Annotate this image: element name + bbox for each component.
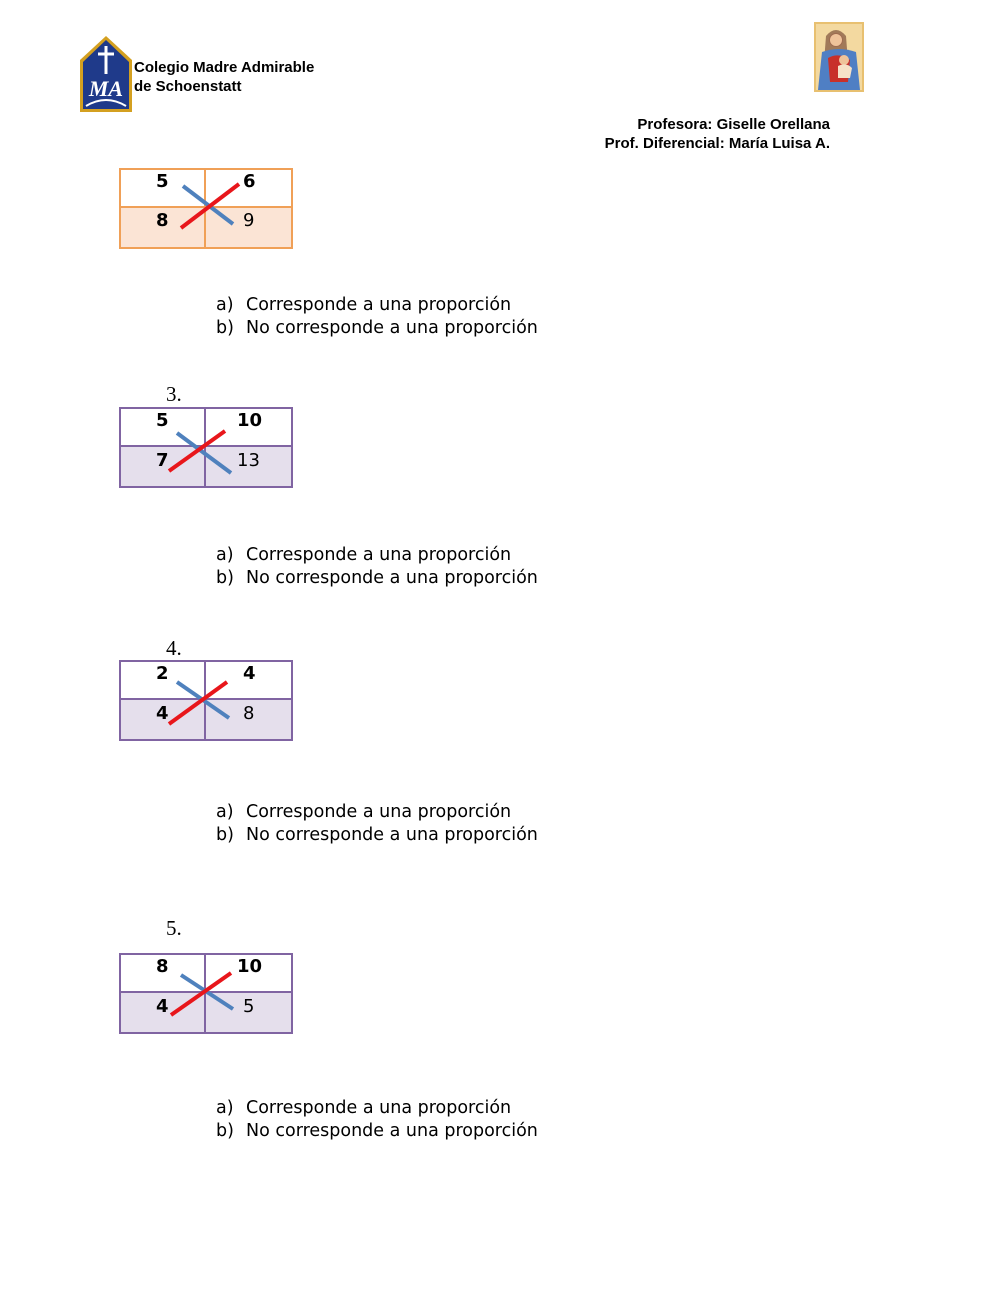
logo-letters: MA bbox=[88, 76, 124, 101]
options-group-3 bbox=[216, 544, 538, 590]
option-b[interactable] bbox=[216, 567, 538, 590]
cross-multiplication-icon bbox=[119, 660, 293, 741]
cell-bottom-left: 7 bbox=[156, 450, 169, 471]
cell-top-right: 10 bbox=[237, 410, 263, 431]
teacher-name: Profesora: Giselle Orellana bbox=[637, 116, 830, 133]
option-b[interactable] bbox=[216, 1120, 538, 1143]
options-group-1 bbox=[216, 294, 538, 340]
option-a[interactable] bbox=[216, 1097, 538, 1120]
cell-bottom-left: 4 bbox=[156, 996, 169, 1017]
cell-bottom-right: 8 bbox=[243, 703, 255, 724]
option-letter: a) bbox=[216, 1098, 234, 1118]
option-a-text: Corresponde a una proporción bbox=[246, 1098, 512, 1118]
options-group-4 bbox=[216, 801, 538, 847]
cell-top-left: 2 bbox=[156, 663, 169, 684]
proportion-table-5 bbox=[119, 953, 293, 1034]
cell-top-right: 10 bbox=[237, 956, 263, 977]
option-b-text: No corresponde a una proporción bbox=[246, 318, 538, 338]
option-a[interactable] bbox=[216, 544, 538, 567]
proportion-table-1 bbox=[119, 168, 293, 249]
proportion-table-3 bbox=[119, 407, 293, 488]
option-b[interactable] bbox=[216, 824, 538, 847]
option-letter: a) bbox=[216, 295, 234, 315]
school-logo-icon bbox=[76, 34, 136, 116]
option-b-text: No corresponde a una proporción bbox=[246, 1121, 538, 1141]
madonna-image-icon bbox=[814, 22, 864, 92]
cell-bottom-right: 9 bbox=[243, 210, 255, 231]
exercise-number: 3. bbox=[166, 382, 182, 406]
option-letter: b) bbox=[216, 825, 234, 845]
cell-bottom-right: 13 bbox=[237, 450, 260, 471]
option-b-text: No corresponde a una proporción bbox=[246, 568, 538, 588]
school-name-line2: de Schoenstatt bbox=[134, 78, 242, 95]
cell-bottom-left: 8 bbox=[156, 210, 169, 231]
option-a[interactable] bbox=[216, 801, 538, 824]
cell-top-left: 5 bbox=[156, 410, 169, 431]
option-a[interactable] bbox=[216, 294, 538, 317]
school-name-line1: Colegio Madre Admirable bbox=[134, 59, 315, 76]
cell-top-right: 6 bbox=[243, 171, 256, 192]
option-letter: a) bbox=[216, 802, 234, 822]
cell-top-right: 4 bbox=[243, 663, 256, 684]
option-letter: b) bbox=[216, 318, 234, 338]
differential-teacher-name: Prof. Diferencial: María Luisa A. bbox=[604, 135, 830, 152]
option-letter: a) bbox=[216, 545, 234, 565]
proportion-table-4 bbox=[119, 660, 293, 741]
options-group-5 bbox=[216, 1097, 538, 1143]
cell-bottom-left: 4 bbox=[156, 703, 169, 724]
cross-multiplication-icon bbox=[119, 953, 293, 1034]
option-a-text: Corresponde a una proporción bbox=[246, 545, 512, 565]
option-letter: b) bbox=[216, 568, 234, 588]
option-letter: b) bbox=[216, 1121, 234, 1141]
option-a-text: Corresponde a una proporción bbox=[246, 295, 512, 315]
exercise-number: 5. bbox=[166, 916, 182, 940]
cell-top-left: 8 bbox=[156, 956, 169, 977]
option-b-text: No corresponde a una proporción bbox=[246, 825, 538, 845]
option-b[interactable] bbox=[216, 317, 538, 340]
exercise-number: 4. bbox=[166, 636, 182, 660]
cell-top-left: 5 bbox=[156, 171, 169, 192]
cell-bottom-right: 5 bbox=[243, 996, 255, 1017]
teacher-info bbox=[605, 115, 830, 153]
option-a-text: Corresponde a una proporción bbox=[246, 802, 512, 822]
school-name bbox=[134, 58, 314, 96]
cross-multiplication-icon bbox=[119, 407, 293, 488]
cross-multiplication-icon bbox=[119, 168, 293, 249]
